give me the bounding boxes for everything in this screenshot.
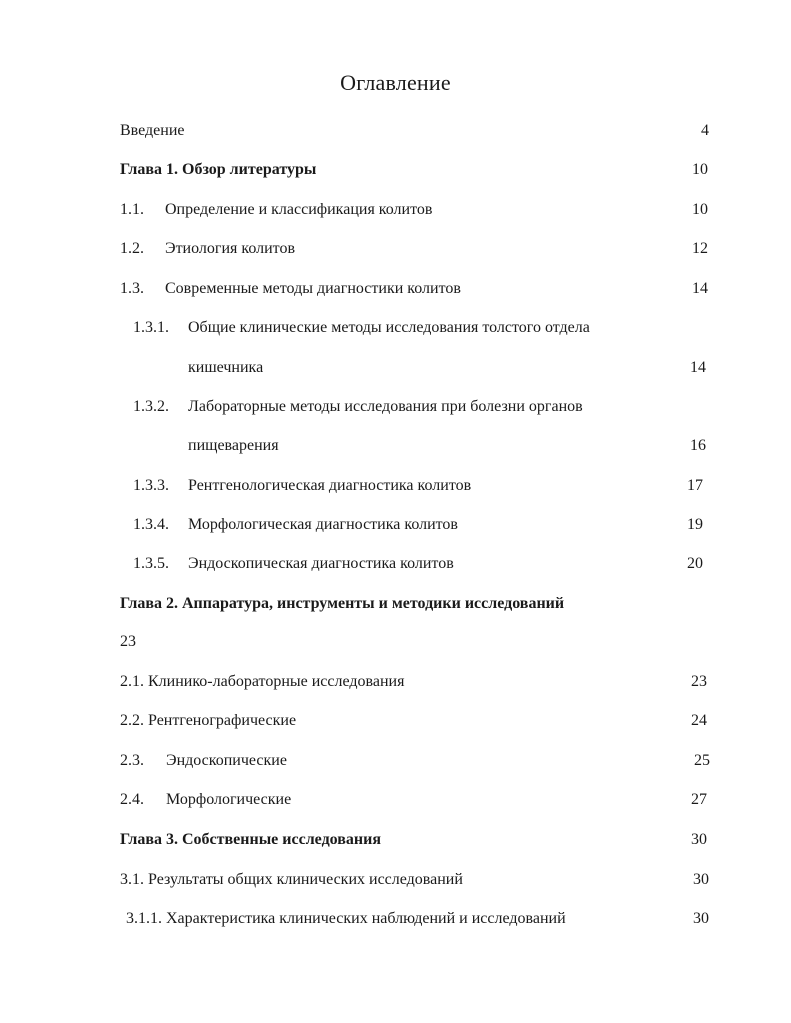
toc-page-number: 25 xyxy=(694,752,710,769)
toc-entry-text: 3.1.1. Характеристика клинических наблюдений и исследований xyxy=(126,910,566,927)
toc-entry-number: 1.3.4. xyxy=(133,516,169,533)
page-title: Оглавление xyxy=(340,70,451,95)
toc-entry-number: 1.3.5. xyxy=(133,555,169,572)
toc-page-number: 10 xyxy=(692,201,708,218)
toc-entry-text: Определение и классификация колитов xyxy=(165,201,433,218)
toc-entry-number: 1.3.3. xyxy=(133,477,169,494)
toc-page-number: 10 xyxy=(692,161,708,178)
toc-entry-text: Морфологическая диагностика колитов xyxy=(188,516,458,533)
toc-entry-text: 3.1. Результаты общих клинических исследований xyxy=(120,871,463,888)
toc-entry-text: Рентгенологическая диагностика колитов xyxy=(188,477,472,494)
toc-page-number: 30 xyxy=(693,910,709,927)
toc-entry-1-3-1 xyxy=(133,318,590,338)
toc-page-number: 23 xyxy=(120,633,136,650)
toc-page-number: 4 xyxy=(701,122,709,139)
toc-entry-chapter-1 xyxy=(120,160,316,180)
toc-entry-2-1 xyxy=(120,672,404,692)
toc-entry-1-3-2 xyxy=(133,397,583,417)
toc-page-number: 14 xyxy=(692,280,708,297)
toc-page-number: 23 xyxy=(691,673,707,690)
toc-entry-text: Глава 2. Аппаратура, инструменты и методики исследований xyxy=(120,595,565,612)
toc-entry-3-1 xyxy=(120,870,463,890)
toc-entry-text: 2.1. Клинико-лабораторные исследования xyxy=(120,673,405,690)
toc-page-number: 30 xyxy=(691,831,707,848)
toc-page-number: 27 xyxy=(691,791,707,808)
toc-entry-number: 1.3.2. xyxy=(133,398,169,415)
toc-entry-text: Глава 1. Обзор литературы xyxy=(120,161,317,178)
toc-entry-text: 2.2. Рентгенографические xyxy=(120,712,297,729)
toc-page-number: 17 xyxy=(687,477,703,494)
toc-entry-3-1-1 xyxy=(126,909,566,929)
toc-entry-text: Этиология колитов xyxy=(165,240,296,257)
toc-entry-2-3 xyxy=(120,751,287,771)
toc-entry-number: 2.3. xyxy=(120,752,144,769)
toc-entry-text: Лабораторные методы исследования при болезни органов xyxy=(188,398,583,415)
toc-entry-text: Современные методы диагностики колитов xyxy=(165,280,461,297)
toc-page-number: 19 xyxy=(687,516,703,533)
toc-page-number: 14 xyxy=(690,359,706,376)
toc-entry-intro xyxy=(120,121,185,141)
toc-page-number: 16 xyxy=(690,437,706,454)
toc-entry-chapter-2 xyxy=(120,594,564,614)
toc-page-number: 12 xyxy=(692,240,708,257)
toc-entry-text: Введение xyxy=(120,122,185,139)
toc-entry-text: Эндоскопические xyxy=(166,752,287,769)
toc-entry-2-2 xyxy=(120,711,296,731)
toc-entry-1-3-4 xyxy=(133,515,458,535)
toc-entry-text: Глава 3. Собственные исследования xyxy=(120,831,381,848)
toc-page-number: 30 xyxy=(693,871,709,888)
toc-entry-continuation: кишечника xyxy=(188,359,264,376)
toc-entry-1-3-3 xyxy=(133,476,471,496)
toc-entry-number: 2.4. xyxy=(120,791,144,808)
toc-entry-text: Общие клинические методы исследования толстого отдела xyxy=(188,319,590,336)
toc-entry-continuation: пищеварения xyxy=(188,437,279,454)
toc-entry-1-3-5 xyxy=(133,554,454,574)
toc-entry-number: 1.1. xyxy=(120,201,144,218)
toc-entry-number: 1.3.1. xyxy=(133,319,169,336)
toc-entry-number: 1.3. xyxy=(120,280,144,297)
toc-entry-1-1 xyxy=(120,200,432,220)
toc-entry-1-2 xyxy=(120,239,295,259)
toc-entry-number: 1.2. xyxy=(120,240,144,257)
toc-page-number: 24 xyxy=(691,712,707,729)
toc-entry-text: Морфологические xyxy=(166,791,292,808)
toc-entry-chapter-3 xyxy=(120,830,381,850)
toc-entry-text: Эндоскопическая диагностика колитов xyxy=(188,555,454,572)
toc-entry-1-3 xyxy=(120,279,461,299)
toc-entry-2-4 xyxy=(120,790,291,810)
toc-page-number: 20 xyxy=(687,555,703,572)
